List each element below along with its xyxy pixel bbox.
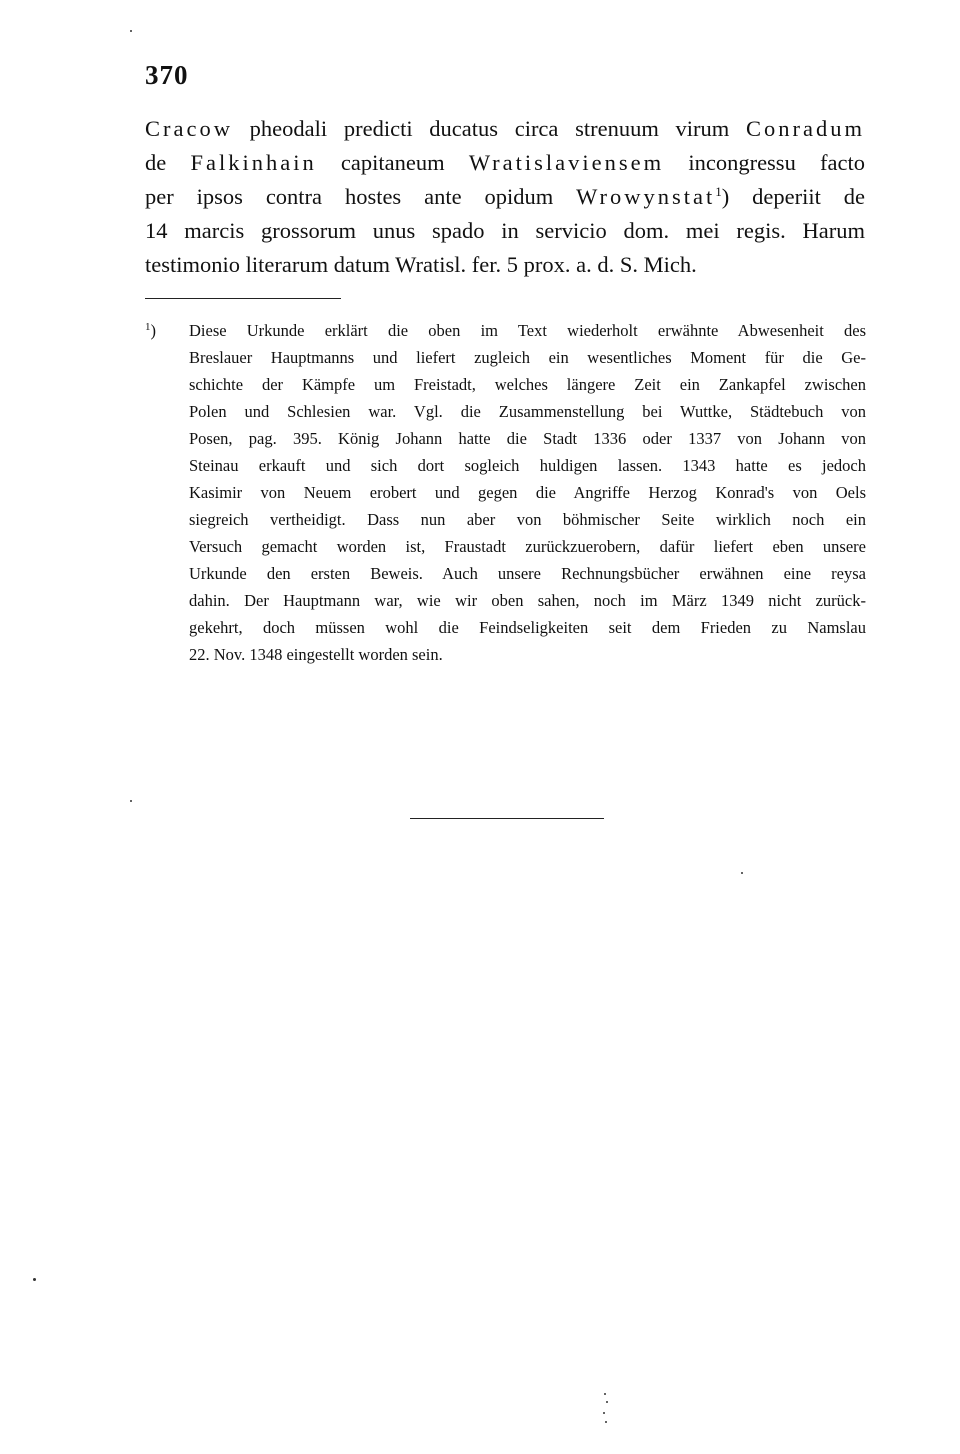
scan-speck xyxy=(606,1401,608,1403)
scan-speck xyxy=(33,1278,36,1281)
footnote-line: Posen, pag. 395. König Johann hatte die Stadt 1336 oder 1337 von Johann von xyxy=(189,429,866,448)
footnote-marker-number: 1 xyxy=(145,321,151,333)
footnote-line: Polen und Schlesien war. Vgl. die Zusammenstellung bei Wuttke, Städtebuch von xyxy=(189,402,866,421)
place-name: Cracow xyxy=(145,116,233,141)
footnote-line: gekehrt, doch müssen wohl die Feindseligkeiten seit dem Frieden zu Namslau xyxy=(189,618,866,637)
footnote-line: dahin. Der Hauptmann war, wie wir oben sahen, noch im März 1349 nicht zurück- xyxy=(189,591,866,610)
place-name: Wratislaviensem xyxy=(468,150,665,175)
place-name: Wrowynstat xyxy=(576,184,716,209)
scan-speck xyxy=(604,1393,606,1395)
page-number: 370 xyxy=(145,60,189,90)
footnote-line: Versuch gemacht worden ist, Fraustadt zurückzuerobern, dafür liefert eben unsere xyxy=(189,537,866,556)
footnote-separator-rule xyxy=(145,298,341,299)
text-run: ) deperiit de xyxy=(721,184,866,209)
end-of-section-rule xyxy=(410,818,604,819)
text-run: de xyxy=(145,150,191,175)
footnote-line: schichte der Kämpfe um Freistadt, welches längere Zeit ein Zankapfel zwischen xyxy=(189,375,866,394)
person-name: Conradum xyxy=(746,116,865,141)
text-run: capitaneum xyxy=(316,150,469,175)
footnote-line: 22. Nov. 1348 eingestellt worden sein. xyxy=(189,645,443,664)
person-name: Falkinhain xyxy=(190,150,317,175)
main-text-line xyxy=(145,146,865,180)
footnote-line xyxy=(145,317,866,344)
scan-speck xyxy=(130,800,132,802)
scan-speck xyxy=(605,1421,607,1423)
main-text-line: 14 marcis grossorum unus spado in servicio dom. mei regis. Harum xyxy=(145,218,865,243)
footnote-marker-suffix: ) xyxy=(150,321,156,340)
scan-speck xyxy=(130,30,132,32)
text-run: pheodali predicti ducatus circa strenuum virum xyxy=(232,116,746,141)
footnote-reference[interactable]: 1 xyxy=(715,184,722,199)
main-text-line xyxy=(145,112,865,146)
footnote-block xyxy=(145,317,866,668)
main-text-line: testimonio literarum datum Wratisl. fer. 5 prox. a. d. S. Mich. xyxy=(145,252,697,277)
main-text-block xyxy=(145,112,865,282)
main-text-line xyxy=(145,180,865,214)
scan-speck xyxy=(603,1412,605,1414)
footnote-line: Breslauer Hauptmanns und liefert zugleich ein wesentliches Moment für die Ge- xyxy=(189,348,866,367)
scan-speck xyxy=(741,872,743,874)
footnote-text: Diese Urkunde erklärt die oben im Text wiederholt erwähnte Abwesenheit des xyxy=(189,321,866,340)
text-run: incongressu facto xyxy=(664,150,865,175)
footnote-line: siegreich vertheidigt. Dass nun aber von böhmischer Seite wirklich noch ein xyxy=(189,510,866,529)
footnote-line: Steinau erkauft und sich dort sogleich huldigen lassen. 1343 hatte es jedoch xyxy=(189,456,866,475)
footnote-line: Urkunde den ersten Beweis. Auch unsere Rechnungsbücher erwähnen eine reysa xyxy=(189,564,866,583)
footnote-marker xyxy=(145,317,189,344)
footnote-line: Kasimir von Neuem erobert und gegen die Angriffe Herzog Konrad's von Oels xyxy=(189,483,866,502)
text-run: per ipsos contra hostes ante opidum xyxy=(145,184,577,209)
